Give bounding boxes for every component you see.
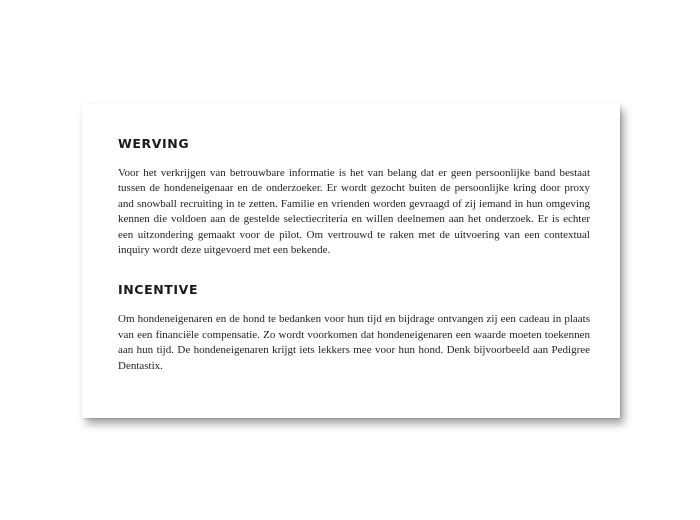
section-heading: INCENTIVE: [118, 282, 199, 298]
section-paragraph: Om hondeneigenaren en de hond te bedanken voor hun tijd en bijdrage ontvangen zij een cadeau in plaats van een financiële compensatie. Zo wordt voorkomen dat hondeneigenaren een waarde moeten toekennen aan hun tijd. De hondeneigenaren krijgt iets lekkers mee voor hun hond. Denk bijvoorbeeld aan Pedigree Dentastix.: [118, 313, 590, 372]
section-werving: [118, 136, 590, 258]
section-heading: WERVING: [118, 136, 190, 151]
document-card: [82, 104, 620, 418]
section-paragraph: Voor het verkrijgen van betrouwbare informatie is het van belang dat er geen persoonlijke band bestaat tussen de hondeneigenaar en de onderzoeker. Er wordt gezocht buiten de persoonlijke kring door proxy and snowball recruiting in te zetten. Familie en vrienden worden gevraagd of zij iemand in hun omgeving kennen die voldoen aan de gestelde selectiecriteria en willen deelnemen aan het onderzoek. Er is echter een uitzondering gemaakt voor de pilot. Om vertrouwd te raken met de uitvoering van een contextual inquiry wordt deze uitgevoerd met een bekende.: [118, 167, 590, 257]
section-incentive: [118, 282, 590, 374]
